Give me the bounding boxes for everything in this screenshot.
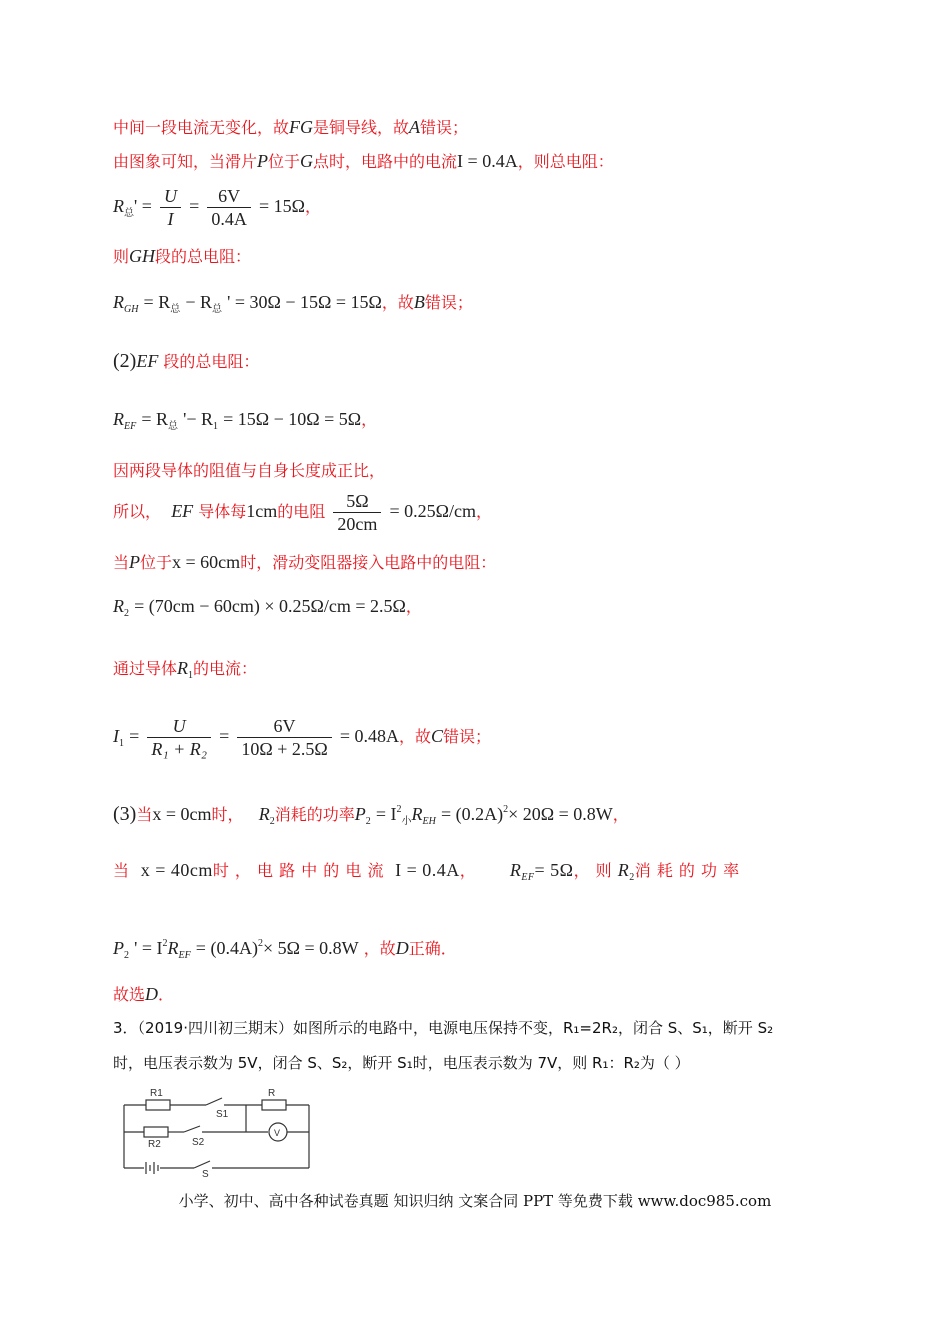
solution-line-2: 由图象可知，当滑片P位于G点时，电路中的电流I = 0.4A，则总电阻： (113, 151, 614, 171)
solution-answer: 故选D． (113, 984, 175, 1004)
solution-line-14: (3)当x = 0cm时， $R_2$消耗的功率$P_2 = I^2_小R_{EH} = (0.2A)^2\times 20\Omega = 0.8W$， (113, 803, 629, 827)
question-3-line-2: 时，电压表示数为 5V，闭合 S、S₂，断开 S₁时，电压表示数为 7V，则 R₁：R₂为（ ） (113, 1054, 690, 1072)
label-s: S (202, 1169, 209, 1177)
label-s1: S1 (216, 1109, 229, 1120)
resistor-r (262, 1100, 286, 1110)
equation-ef-resistance: $R_{EF} = R_总$ '− $R_1 = 15\Omega - 10\Omega = 5\Omega$， (113, 409, 378, 432)
circuit-diagram (118, 1085, 328, 1177)
equation-gh-resistance: $R_{GH} = R_总 - R_总$ ' = 30Ω − 15Ω = 15Ω，故B错误； (113, 292, 473, 315)
solution-line-10: 当P位于x = 60cm时，滑动变阻器接入电路中的电阻： (113, 552, 497, 572)
switch-s1 (206, 1098, 222, 1105)
equation-power-p2: $P_2$ ' = $I^2R_{EF} = (0.4A)^2\times 5\Omega = 0.8W$ ，故D正确． (113, 938, 457, 961)
equation-total-resistance: $R_总'$ = $\frac{U}{I}$ = $\frac{6V}{0.4A}$ = 15Ω， (113, 186, 321, 229)
solution-line-9: 所以， EF 导体每1cm的电阻 $\frac{5\Omega}{20cm}$ = 0.25Ω/cm， (113, 491, 493, 534)
question-3-line-1: 3．（2019·四川初三期末）如图所示的电路中，电源电压保持不变，R₁=2R₂，闭合 S、S₁，断开 S₂ (113, 1019, 774, 1037)
label-r1: R1 (150, 1088, 163, 1099)
solution-line-12: 通过导体$R_1$的电流： (113, 658, 258, 681)
footer: 小学、初中、高中各种试卷真题 知识归纳 文案合同 PPT 等免费下载 www.doc985.com (178, 1192, 772, 1210)
label-s2: S2 (192, 1137, 205, 1148)
solution-line-15: 当 x = 40cm时 ， 电 路 中 的 电 流 I = 0.4A， $R_{EF}= 5\Omega$， 则 $R_2$消 耗 的 功 率 (113, 860, 740, 883)
solution-line-1: 中间一段电流无变化，故FG是铜导线，故A错误； (113, 117, 469, 137)
equation-current-i1: $I_1$ = $\frac{U}{\text{R₁ + R₂}}$ = $\frac{6V}{10\Omega + 2.5\Omega}$ = 0.48A，故C错误； (113, 716, 492, 759)
solution-line-6: (2)EF 段的总电阻： (113, 350, 260, 372)
resistor-r2 (144, 1127, 168, 1137)
resistor-r1 (146, 1100, 170, 1110)
solution-line-8: 因两段导体的阻值与自身长度成正比， (113, 461, 386, 480)
solution-line-4: 则GH段的总电阻： (113, 246, 252, 266)
label-r: R (268, 1088, 276, 1099)
switch-s (194, 1161, 210, 1168)
equation-r2: $R_2 = (70cm - 60cm) \times 0.25\Omega/cm = 2.5\Omega$， (113, 596, 422, 619)
label-v: V (274, 1128, 281, 1138)
label-r2: R2 (148, 1139, 161, 1150)
switch-s2 (184, 1126, 200, 1132)
